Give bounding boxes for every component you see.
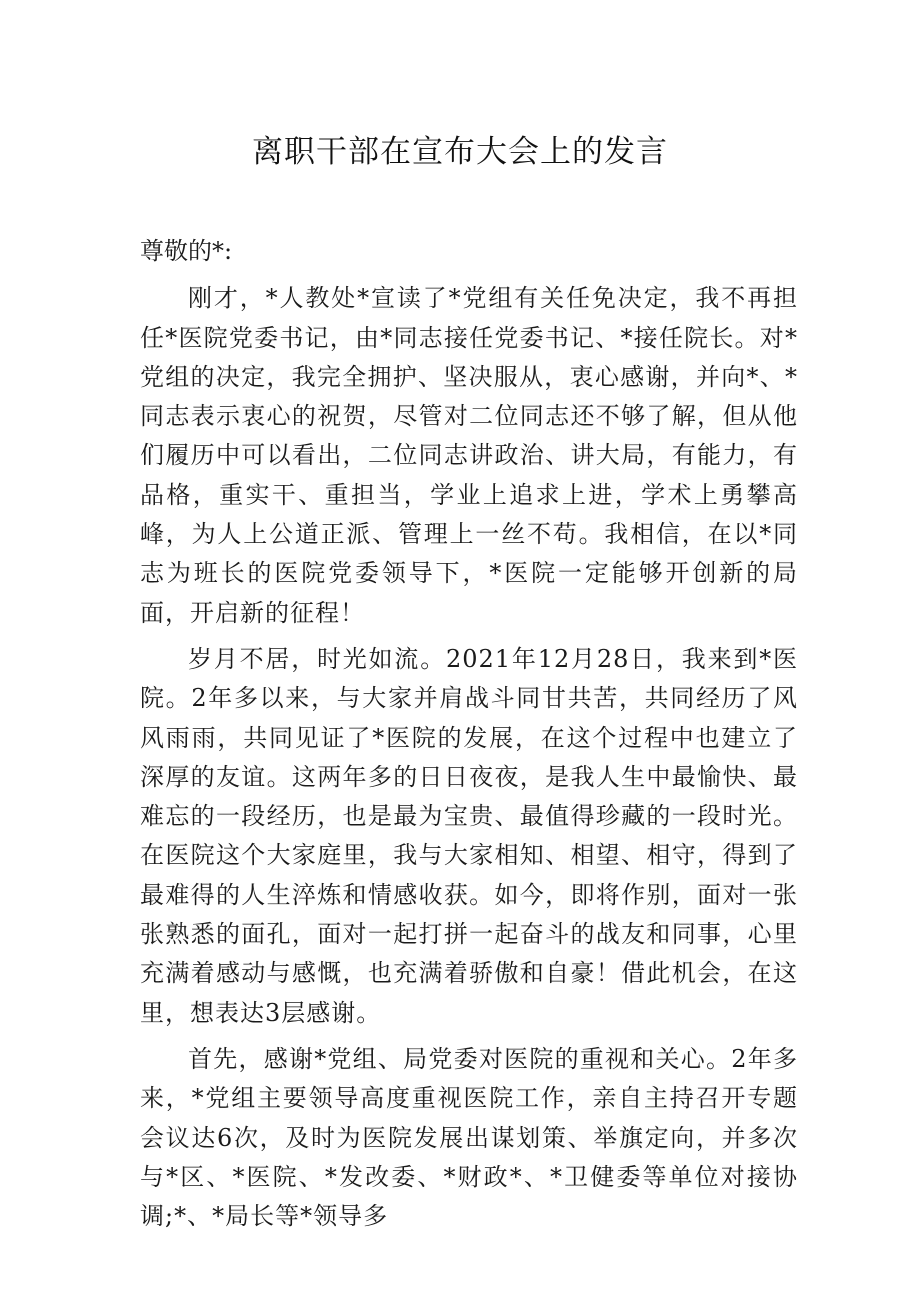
salutation: 尊敬的*: [140,237,233,265]
document-body [140,232,798,1243]
paragraph-1: 刚才，*人教处*宣读了*党组有关任免决定，我不再担任*医院党委书记，由*同志接任党委书记、*接任院长。对*党组的决定，我完全拥护、坚决服从，衷心感谢，并向*、*同志表示衷心的祝贺，尽管对二位同志还不够了解，但从他们履历中可以看出，二位同志讲政治、讲大局，有能力，有品格，重实干、重担当，学业上追求上进，学术上勇攀高峰，为人上公道正派、管理上一丝不苟。我相信，在以*同志为班长的医院党委领导下，*医院一定能够开创新的局面，开启新的征程！ [140,284,798,627]
paragraph-2: 岁月不居，时光如流。2021年12月28日，我来到*医院。2年多以来，与大家并肩战斗同甘共苦，共同经历了风风雨雨，共同见证了*医院的发展，在这个过程中也建立了深厚的友谊。这两年多的日日夜夜，是我人生中最愉快、最难忘的一段经历，也是最为宝贵、最值得珍藏的一段时光。在医院这个大家庭里，我与大家相知、相望、相守，得到了最难得的人生淬炼和情感收获。如今，即将作别，面对一张张熟悉的面孔，面对一起打拼一起奋斗的战友和同事，心里充满着感动与感慨，也充满着骄傲和自豪！借此机会，在这里，想表达3层感谢。 [140,644,798,1027]
document-title: 离职干部在宣布大会上的发言 [252,134,668,170]
paragraph-3: 首先，感谢*党组、局党委对医院的重视和关心。2年多来，*党组主要领导高度重视医院工作，亲自主持召开专题会议达6次，及时为医院发展出谋划策、举旗定向，并多次与*区、*医院、*发改委、*财政*、*卫健委等单位对接协调;*、*局长等*领导多 [140,1044,798,1231]
